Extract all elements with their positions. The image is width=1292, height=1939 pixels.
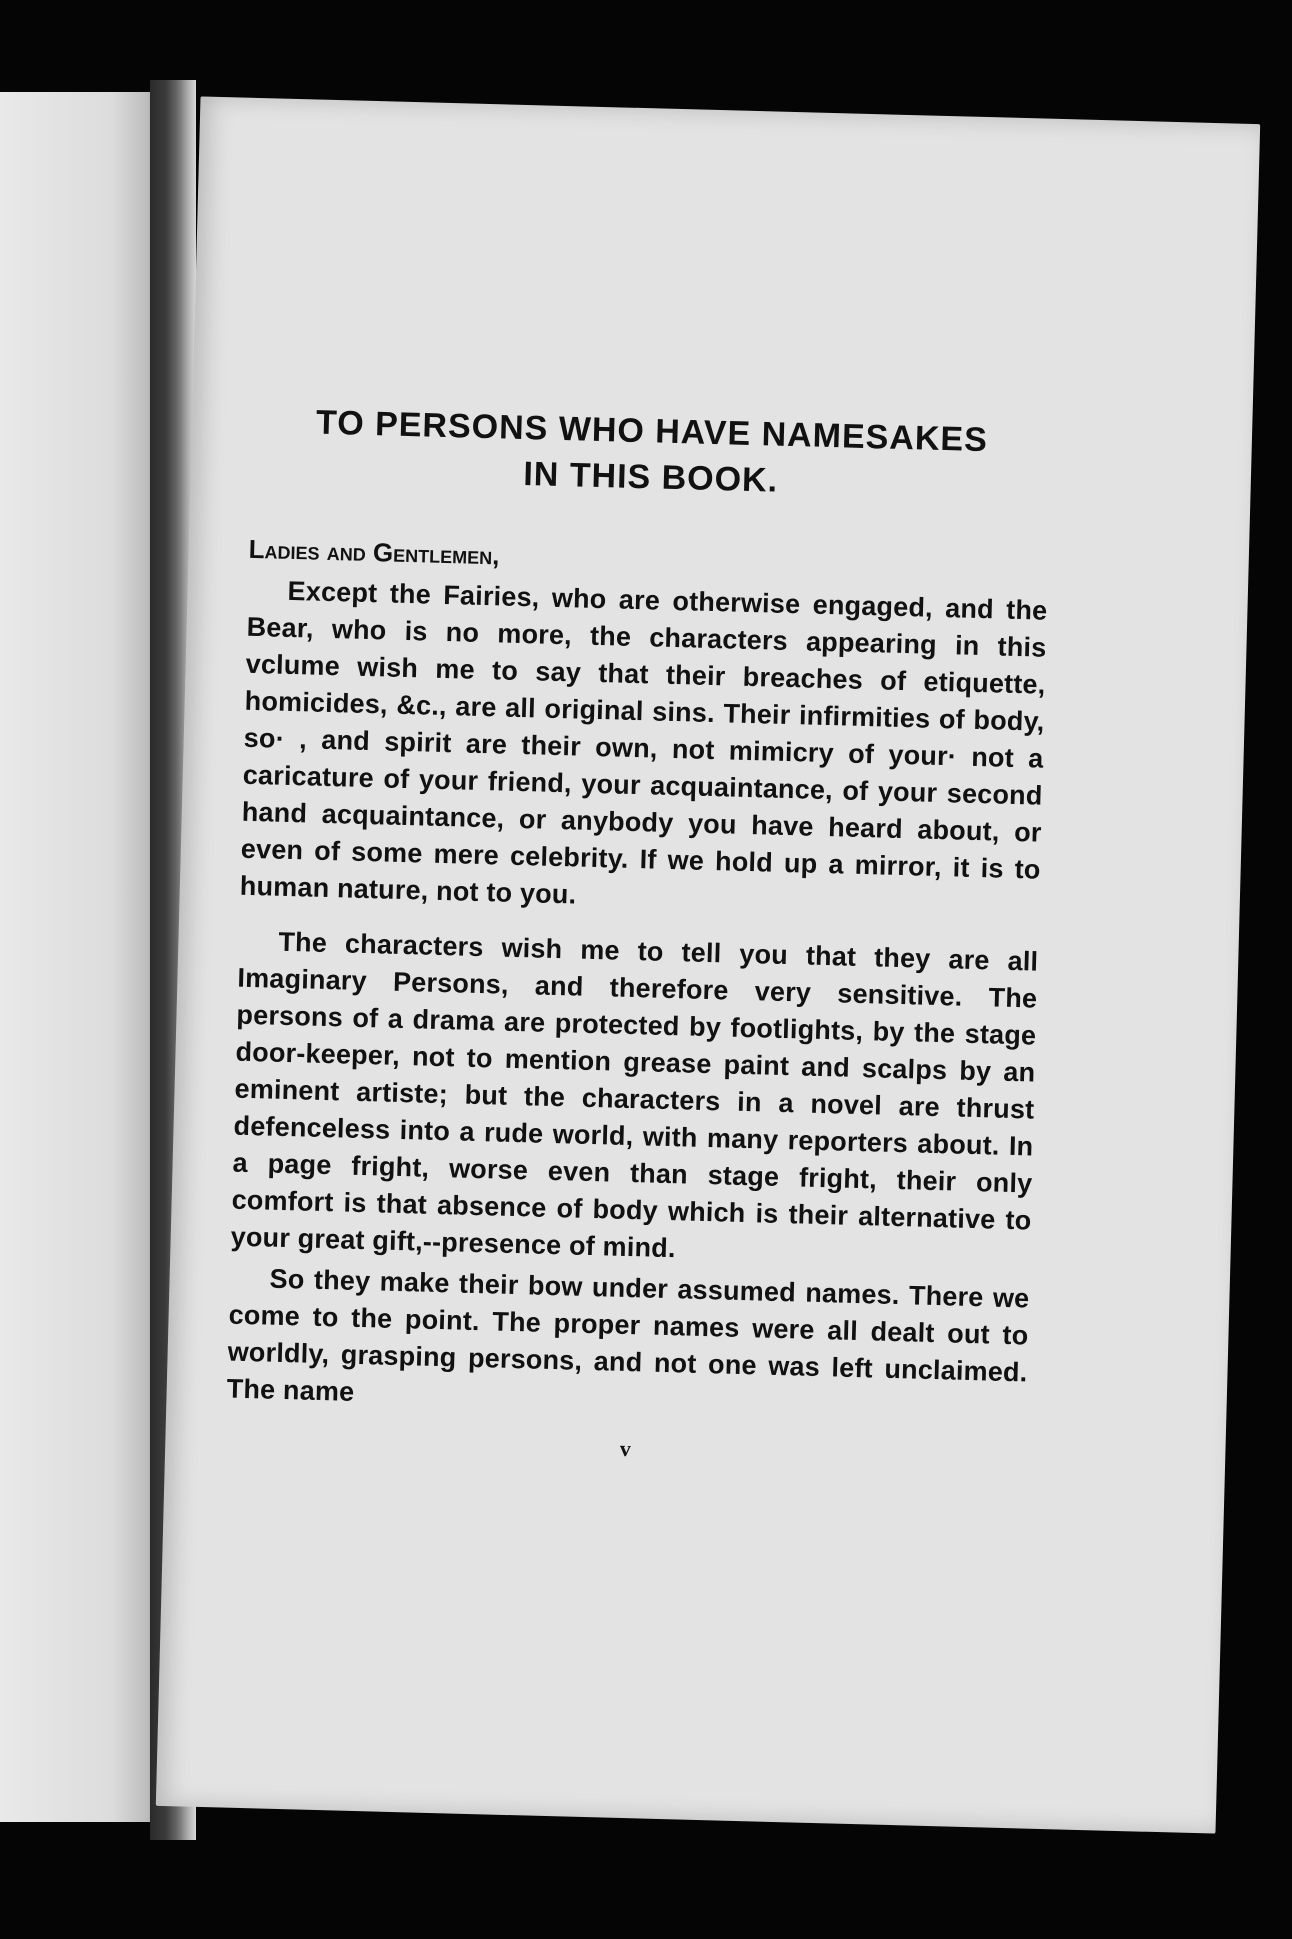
page-number: v xyxy=(619,1435,632,1462)
book-page xyxy=(156,96,1260,1833)
title-line-2: IN THIS BOOK. xyxy=(522,455,779,500)
page-title xyxy=(250,398,1052,511)
paragraph-2: The characters wish me to tell you that they are all Imaginary Persons, and therefore very sensitive. The persons of a drama are protected by footlights, by the stage door-keeper, not to mention grease paint and scalps by an eminent artiste; but the characters in a novel are thrust defenceless into a rude world, with many reporters about. In a page fright, worse even than stage fright, their only comfort is that absence of body which is their alternative to your great gift,--presence of mind. xyxy=(230,926,1039,1264)
paragraph-1: Except the Fairies, who are otherwise engaged, and the Bear, who is no more, the characters appearing in this vclume wish me to say that their breaches of etiquette, homicides, &c., are all original sins. Their infirmities of body, so· , and spirit are their own, not mimicry of your· not a caricature of your friend, your acquaintance, of your second hand acquaintance, or anybody you have heard about, or even of some mere celebrity. If we hold up a mirror, it is to human nature, not to you. xyxy=(239,575,1048,910)
paragraph-3: So they make their bow under assumed names. There we come to the point. The proper names were all dealt out to worldly, grasping persons, and not one was left unclaimed. The name xyxy=(226,1263,1030,1407)
page-content xyxy=(225,398,1052,1473)
title-line-1: TO PERSONS WHO HAVE NAMESAKES xyxy=(315,403,989,460)
facing-page-edge xyxy=(0,92,160,1822)
salutation: Ladies and Gentlemen, xyxy=(248,533,500,571)
